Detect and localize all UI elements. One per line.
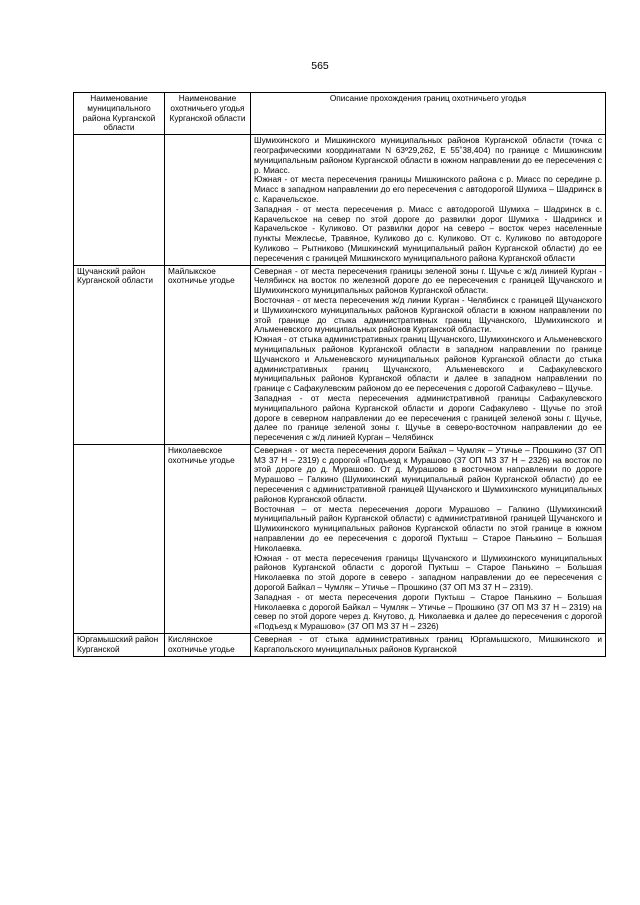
boundary-paragraph: Шумихинского и Мишкинского муниципальных районов Курганской области (точка с географическими координатами N 63º29,262, E 55˚38,404) по границе с Мишкинским муниципальным районом Курганской области в южном направлении до ее пересечения с р. Миасс. [254, 135, 602, 175]
boundary-paragraph: Восточная – от места пересечения дороги Мурашово – Галкино (Шумихинский муниципальный район Курганской области) с административной границей Щучанского и Шумихинского муниципальных районов Курганской области по этой границе в южном направлении до ее пересечения с дорогой Пуктыш – Старое Панькино – Большая Николаевка. [254, 503, 602, 553]
boundary-paragraph: Северная - от места пересечения границы зеленой зоны г. Щучье с ж/д линией Курган - Челябинск на восток по железной дороге до ее пересечения с границей Щучанского и Шумихинского муниципальных районов Курганской области. [254, 265, 602, 296]
district-cell: Щучанский район Курганской области [74, 265, 165, 444]
table-row [74, 634, 606, 657]
boundary-paragraph: Южная - от места пересечения границы Мишкинского района с р. Миасс по середине р. Миасс в западном направлении до его пересечения с автодорогой Шумиха – Шадринск в с. Карачельское. [254, 174, 602, 204]
table-body [74, 135, 606, 656]
boundary-paragraph: Южная - от стыка административных границ Щучанского, Шумихинского и Альменевского муниципальных районов Курганской области в западном направлении по границе Щучанского и Альменевского муниципальных районов Курганской области до стыка административных границ Щучанского, Альменевского и Сафакулевского муниципальных районов Курганской области и далее в западном направлении по границе с Сафакулевским районом до ее пересечения с дорогой Сафакулево – Щучье. [254, 334, 602, 394]
hunting-ground-cell: Майлыкское охотничье угодье [165, 265, 251, 444]
boundary-description-cell [251, 444, 606, 633]
boundary-description-cell [251, 135, 606, 265]
page-number: 565 [311, 60, 329, 72]
header-district: Наименование муниципального района Курганской области [74, 93, 165, 135]
district-cell [74, 444, 165, 633]
boundary-paragraph: Северная - от стыка административных границ Юргамышского, Мишкинского и Каргапольского муниципальных районов Курганской [254, 634, 602, 654]
hunting-grounds-table [73, 92, 606, 657]
boundary-paragraph: Западная - от места пересечения дороги Пуктыш – Старое Панькино – Большая Николаевка с дорогой Байкал – Чумляк – Утичье – Прошкино (37 ОП МЗ 37 Н – 2319) на север по этой дороге через д. Кнутово, д. Николаевка и далее до пересечения с дорогой «Подъезд к Мурашово» (37 ОП МЗ 37 Н – 2326) [254, 591, 602, 632]
boundary-description-cell [251, 634, 606, 657]
boundary-paragraph: Восточная - от места пересечения ж/д линии Курган - Челябинск с границей Щучанского и Шумихинского муниципальных районов Курганской области в южном направлении по этой границе до стыка административных границ Щучанского, Шумихинского и Альменевского муниципальных районов Курганской области. [254, 294, 602, 335]
table-row [74, 444, 606, 633]
boundary-paragraph: Западная - от места пересечения административной границы Сафакулевского муниципального района Курганской области и дороги Сафакулево - Щучье по этой дороге в северном направлении до ее пересечения с границей зеленой зоны г. Щучье, далее по границе зеленой зоны г. Щучье в северо-восточном направлении до ее пересечения с ж/д линией Курган – Челябинск [254, 392, 602, 443]
table-header [74, 93, 606, 135]
boundary-paragraph: Западная - от места пересечения р. Миасс с автодорогой Шумиха – Шадринск в с. Карачельское на север по этой дороге до развилки дорог Шумиха - Шадринск и Карачельское - Куликово. От развилки дорог на северо – восток через населенные пункты Межлесье, Травяное, Куликово до с. Куликово. От с. Куликово по автодороге Куликово – Рытниково (Мишкинский муниципальный район Курганской области) до ее пересечения с границей Мишкинского муниципального района Курганской области [254, 203, 602, 263]
district-cell: Юргамышский район Курганской [74, 634, 165, 657]
table-row [74, 135, 606, 265]
header-hunting-ground: Наименование охотничьего угодья Курганской области [165, 93, 251, 135]
boundary-description-cell [251, 265, 606, 444]
table-row [74, 265, 606, 444]
boundary-paragraph: Южная - от места пересечения границы Щучанского и Шумихинского муниципальных районов Курганской области с дорогой Пуктыш – Старое Панькино – Большая Николаевка по этой дороге в северо - западном направлении до ее пересечения с дорогой Байкал – Чумляк – Утичье – Прошкино (37 ОП МЗ 37 Н – 2319). [254, 552, 602, 593]
boundary-paragraph: Северная - от места пересечения дороги Байкал – Чумляк – Утичье – Прошкино (37 ОП МЗ 37 Н – 2319) с дорогой «Подъезд к Мурашово (37 ОП МЗ 37 Н – 2326) на восток по этой дороге до д. Мурашово. От д. Мурашово в восточном направлении по дороге Мурашово – Галкино (Шумихинский муниципальный район Курганской области) до ее пересечения с административной границей Щучанского и Шумихинского муниципальных районов Курганской области. [254, 444, 602, 504]
hunting-ground-cell [165, 135, 251, 265]
header-boundary-description: Описание прохождения границ охотничьего угодья [251, 93, 606, 135]
hunting-ground-cell: Николаевское охотничье угодье [165, 444, 251, 633]
hunting-ground-cell: Кислянское охотничье угодье [165, 634, 251, 657]
district-cell [74, 135, 165, 265]
